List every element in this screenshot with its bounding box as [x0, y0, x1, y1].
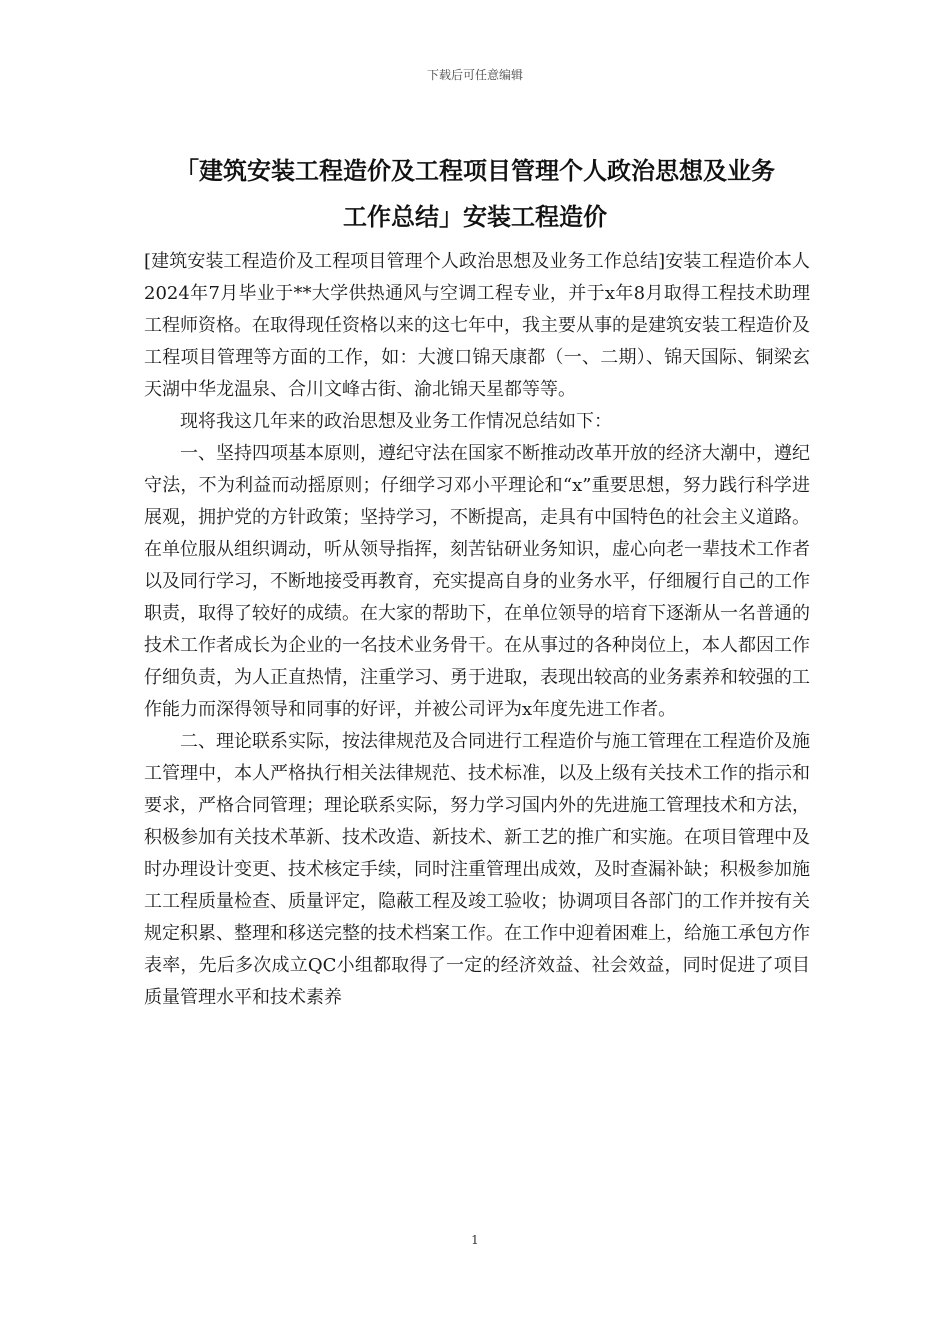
title-line-2: 工作总结」安装工程造价 — [343, 203, 607, 231]
document-title — [110, 148, 840, 240]
page-header: 下载后可任意编辑 — [426, 68, 523, 82]
paragraph-section-1: 一、坚持四项基本原则，遵纪守法在国家不断推动改革开放的经济大潮中，遵纪守法，不为利益而动摇原则；仔细学习邓小平理论和“x”重要思想，努力践行科学进展观，拥护党的方针政策；坚持学习，不断提高，走具有中国特色的社会主义道路。在单位服从组织调动，听从领导指挥，刻苦钻研业务知识，虚心向老一辈技术工作者以及同行学习，不断地接受再教育，充实提高自身的业务水平，仔细履行自己的工作职责，取得了较好的成绩。在大家的帮助下，在单位领导的培育下逐渐从一名普通的技术工作者成长为企业的一名技术业务骨干。在从事过的各种岗位上，本人都因工作仔细负责，为人正直热情，注重学习、勇于进取，表现出较高的业务素养和较强的工作能力而深得领导和同事的好评，并被公司评为x年度先进工作者。 — [144, 443, 810, 720]
title-line-1: 「建筑安装工程造价及工程项目管理个人政治思想及业务 — [175, 157, 775, 185]
paragraph-summary-lead: 现将我这几年来的政治思想及业务工作情况总结如下： — [180, 411, 612, 432]
document-body — [144, 246, 810, 1014]
paragraph-section-2: 二、理论联系实际，按法律规范及合同进行工程造价与施工管理在工程造价及施工管理中，本人严格执行相关法律规范、技术标准，以及上级有关技术工作的指示和要求，严格合同管理；理论联系实际，努力学习国内外的先进施工管理技术和方法，积极参加有关技术革新、技术改造、新技术、新工艺的推广和实施。在项目管理中及时办理设计变更、技术核定手续，同时注重管理出成效，及时查漏补缺；积极参加施工工程质量检查、质量评定，隐蔽工程及竣工验收；协调项目各部门的工作并按有关规定积累、整理和移送完整的技术档案工作。在工作中迎着困难上，给施工承包方作表率，先后多次成立QC小组都取得了一定的经济效益、社会效益，同时促进了项目质量管理水平和技术素养 — [144, 731, 810, 1008]
paragraph-intro: [建筑安装工程造价及工程项目管理个人政治思想及业务工作总结]安装工程造价本人2024年7月毕业于**大学供热通风与空调工程专业，并于x年8月取得工程技术助理工程师资格。在取得现任资格以来的这七年中，我主要从事的是建筑安装工程造价及工程项目管理等方面的工作，如：大渡口锦天康都（一、二期）、锦天国际、铜梁玄天湖中华龙温泉、合川文峰古街、渝北锦天星都等等。 — [144, 251, 810, 400]
page-number: 1 — [471, 1233, 479, 1247]
